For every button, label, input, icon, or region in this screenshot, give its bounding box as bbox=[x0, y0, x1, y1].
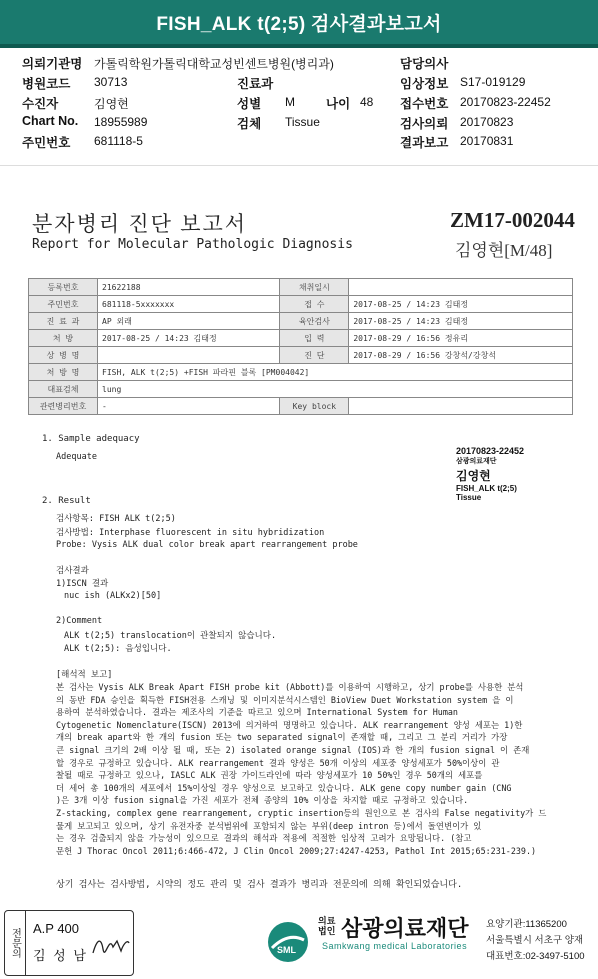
comment-1: ALK t(2;5) translocation이 관찰되지 않습니다. bbox=[64, 631, 277, 641]
iscn-value: nuc ish (ALKx2)[50] bbox=[64, 591, 162, 601]
item-line: 검사항목: FISH ALK t(2;5) bbox=[56, 514, 176, 524]
org-small-1: 의료 bbox=[318, 916, 336, 926]
interpret-line: 의 동반 FDA 승인을 획득한 FISH전용 스캐닝 및 이미지분석시스템인 BioView Duet Workstation system 을 이 bbox=[56, 694, 514, 705]
section1-value: Adequate bbox=[56, 452, 97, 462]
related-value: - bbox=[98, 398, 280, 415]
diag-label: 진 단 bbox=[280, 347, 349, 364]
report-label: 결과보고 bbox=[400, 136, 449, 150]
logo-text: SML bbox=[277, 945, 296, 955]
address: 서울특별시 서초구 양재 bbox=[486, 935, 584, 946]
section2-title: 2. Result bbox=[42, 496, 91, 506]
interpret-line: 큰 signal 크기의 2배 이상 될 때, 또는 2) isolated orange signal (IOS)과 한 개의 fusion signal 이 존재 bbox=[56, 744, 530, 755]
order-label: 처 방 bbox=[29, 330, 98, 347]
report-number: ZM17-002044 bbox=[450, 208, 575, 232]
probe-line: Probe: Vysis ALK dual color break apart rearrangement probe bbox=[56, 540, 358, 550]
stamp-line1: A.P 400 bbox=[33, 921, 80, 936]
label-name: 김영현 bbox=[456, 469, 491, 483]
report-value: 20170831 bbox=[460, 134, 514, 148]
label-receipt: 20170823-22452 bbox=[456, 446, 525, 456]
pathologist-stamp bbox=[4, 910, 134, 976]
stamp-line2: 김 성 남 bbox=[33, 948, 88, 963]
patient-tag: 김영현[M/48] bbox=[455, 241, 553, 260]
interpret-line: 용하여 분석하였습니다. 결과는 제조사의 기준을 따르고 있으며 International System for Human bbox=[56, 707, 458, 718]
interpret-line: 할 경우로 규정하고 있습니다. ALK rearrangement 결과 양성은 50개 이상의 세포중 양성세포가 50%이상이 관 bbox=[56, 757, 500, 768]
interpretation-text bbox=[56, 681, 588, 857]
keyblock-value bbox=[349, 398, 573, 415]
gross-value: 2017-08-25 / 14:23 김태정 bbox=[349, 313, 573, 330]
interpret-line: 개의 break apart와 한 개의 fusion 또는 two separated signal이 존재할 때, 그리고 그 분리 거리가 가장 bbox=[56, 732, 508, 743]
resident-no-label: 주민번호 bbox=[29, 296, 98, 313]
receipt-value: 20170823-22452 bbox=[460, 95, 551, 109]
keyblock-label: Key block bbox=[280, 398, 349, 415]
hospital-code-label: 병원코드 bbox=[22, 77, 71, 91]
rep-label: 대표검체 bbox=[29, 381, 98, 398]
clinical-value: S17-019129 bbox=[460, 75, 526, 89]
specimen-label: 검체 bbox=[237, 117, 262, 131]
chart-label: Chart No. bbox=[22, 114, 79, 128]
patient-label: 수진자 bbox=[22, 97, 59, 111]
org-small-2: 법인 bbox=[318, 926, 336, 936]
interpret-line: 본 검사는 Vysis ALK Break Apart FISH probe kit (Abbott)를 이용하여 시행하고, 상기 probe를 사용한 분석 bbox=[56, 682, 524, 692]
dept-label: 진료과 bbox=[237, 77, 274, 91]
interpret-title: [해석적 보고] bbox=[56, 670, 113, 680]
interpret-line: 문헌 J Thorac Oncol 2011;6:466-472, J Clin Oncol 2009;27:4247-4253, Pathol Int 2015;65:231-239.) bbox=[56, 845, 537, 856]
label-specimen: Tissue bbox=[456, 493, 482, 502]
comment-2: ALK t(2;5): 음성입니다. bbox=[64, 644, 172, 654]
resident-label: 주민번호 bbox=[22, 136, 71, 150]
report-title: FISH_ALK t(2;5) 검사결과보고서 bbox=[0, 0, 598, 44]
interpret-line: )은 3개 이상 fusion signal을 가진 세포가 전체 종양의 10% 이상을 차지할 때로 규정하고 있습니다. bbox=[56, 795, 469, 806]
signature-icon bbox=[91, 931, 131, 961]
interpret-line: 더 세어 총 100개의 세포에서 15%이상일 경우 양성으로 보고하고 있습니다. ALK gene copy number gain (CNG bbox=[56, 782, 512, 793]
age-label: 나이 bbox=[326, 97, 351, 111]
hospital-code-value: 30713 bbox=[94, 75, 128, 89]
test-value: FISH, ALK t(2;5) +FISH 파라핀 블록 [PM004042] bbox=[98, 364, 573, 381]
receipt-label: 접수번호 bbox=[400, 97, 449, 111]
gross-label: 육안검사 bbox=[280, 313, 349, 330]
receive-value: 2017-08-25 / 14:23 김태정 bbox=[349, 296, 573, 313]
report-title-en: Report for Molecular Pathologic Diagnosis bbox=[32, 237, 353, 252]
ward-label: 상 병 명 bbox=[29, 347, 98, 364]
sml-logo-icon bbox=[264, 918, 312, 966]
institution-value: 가톨릭학원가톨릭대학교성빈센트병원(병리과) bbox=[94, 57, 334, 71]
order-value: 2017-08-25 / 14:23 김태정 bbox=[98, 330, 280, 347]
dept-row-value: AP 외래 bbox=[98, 313, 280, 330]
info-table bbox=[28, 278, 573, 415]
chart-value: 18955989 bbox=[94, 115, 148, 129]
phone: 대표번호:02-3497-5100 bbox=[486, 951, 585, 962]
related-label: 관련병리번호 bbox=[29, 398, 98, 415]
interpret-line: 물게 보고되고 있으며, 상기 유전자중 분석범위에 포함되지 않는 부위(deep intron 등)에서 돌연변이가 있 bbox=[56, 820, 482, 831]
label-test: FISH_ALK t(2;5) bbox=[456, 484, 517, 493]
result-title: 검사결과 bbox=[56, 566, 89, 576]
section1-title: 1. Sample adequacy bbox=[42, 434, 140, 444]
reg-no-value: 21622188 bbox=[98, 279, 280, 296]
closing-statement: 상기 검사는 검사방법, 시약의 정도 관리 및 검사 결과가 병리과 전문의에 의해 확인되었습니다. bbox=[56, 880, 463, 890]
input-value: 2017-08-29 / 16:56 정유리 bbox=[349, 330, 573, 347]
org-english: Samkwang medical Laboratories bbox=[322, 941, 468, 951]
interpret-line: Cytogenetic Nomenclature(ISCN) 2013에 의거하여 명명하고 있습니다. ALK rearrangement 양성 세포는 1)한 bbox=[56, 719, 523, 730]
institution-code: 요양기관:11365200 bbox=[486, 919, 567, 930]
doctor-label: 담당의사 bbox=[400, 57, 449, 71]
stamp-side-label: 전문의 bbox=[9, 928, 21, 958]
sex-label: 성별 bbox=[237, 97, 262, 111]
label-org: 삼광의료재단 bbox=[456, 458, 497, 465]
reg-no-label: 등록번호 bbox=[29, 279, 98, 296]
interpret-line: Z-stacking, complex gene rearrangement, cryptic insertion등의 원인으로 본 검사의 False negativity가 드 bbox=[56, 807, 547, 818]
test-label: 처 방 명 bbox=[29, 364, 98, 381]
rep-value: lung bbox=[98, 381, 573, 398]
interpret-line: 찰될 때로 규정하고 있으나, IASLC ALK 권장 가이드라인에 따라 양성세포가 10 50%인 경우 50개의 세포를 bbox=[56, 770, 483, 781]
ward-value bbox=[98, 347, 280, 364]
resident-value: 681118-5 bbox=[94, 134, 143, 148]
receive-label: 접 수 bbox=[280, 296, 349, 313]
request-value: 20170823 bbox=[460, 115, 514, 129]
comment-title: 2)Comment bbox=[56, 616, 103, 626]
specimen-value: Tissue bbox=[285, 115, 320, 129]
dept-row-label: 진 료 과 bbox=[29, 313, 98, 330]
diag-value: 2017-08-29 / 16:56 강창석/강창석 bbox=[349, 347, 573, 364]
interpret-line: 는 경우 검출되지 않을 가능성이 있으므로 결과의 해석과 적용에 적절한 임상적 고려가 요망됩니다. (참고 bbox=[56, 833, 472, 844]
resident-no-value: 681118-5xxxxxxx bbox=[98, 296, 280, 313]
clinical-label: 임상정보 bbox=[400, 77, 449, 91]
method-line: 검사방법: Interphase fluorescent in situ hybridization bbox=[56, 528, 325, 538]
org-small bbox=[318, 916, 335, 936]
sample-label bbox=[456, 446, 586, 502]
org-name: 삼광의료재단 bbox=[341, 916, 469, 941]
collect-value bbox=[349, 279, 573, 296]
report-title-ko: 분자병리 진단 보고서 bbox=[32, 212, 248, 236]
age-value: 48 bbox=[360, 95, 374, 109]
iscn-title: 1)ISCN 결과 bbox=[56, 579, 109, 589]
patient-value: 김영현 bbox=[94, 97, 129, 111]
institution-label: 의뢰기관명 bbox=[22, 57, 83, 71]
sex-value: M bbox=[285, 95, 295, 109]
request-label: 검사의뢰 bbox=[400, 117, 449, 131]
collect-label: 채취일시 bbox=[280, 279, 349, 296]
input-label: 입 력 bbox=[280, 330, 349, 347]
title-rule bbox=[0, 44, 598, 48]
